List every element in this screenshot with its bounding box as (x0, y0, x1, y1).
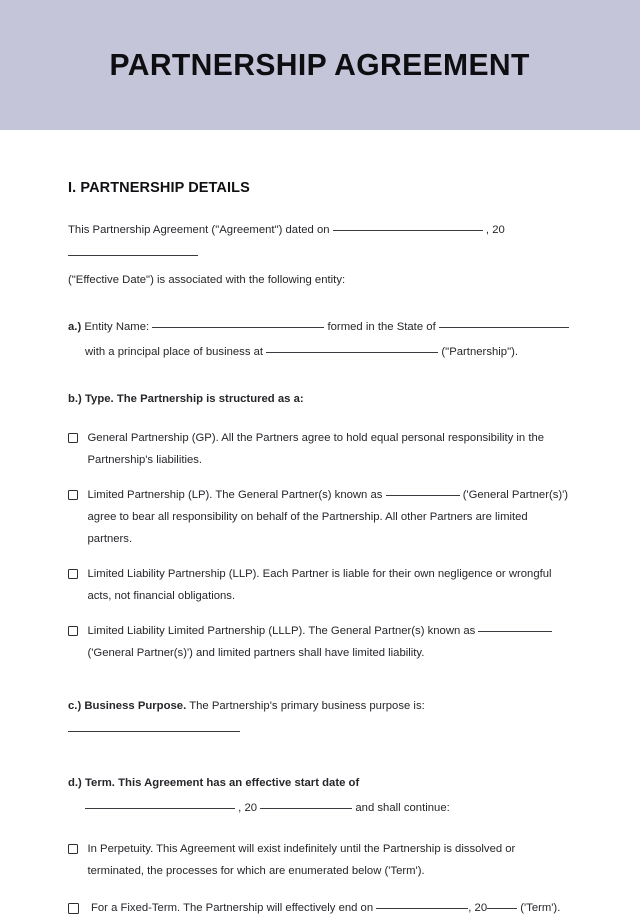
term-text: This Agreement has an effective start date of (118, 777, 360, 789)
principal-place-field[interactable] (266, 342, 438, 353)
fixed-term-text-part-1: For a Fixed-Term. The Partnership will effectively end on (91, 902, 374, 914)
item-d-term (68, 771, 572, 919)
entity-name-line (68, 315, 572, 340)
entity-name-text: Entity Name: (84, 321, 150, 333)
option-label-limited-liability-partnership: Limited Liability Partnership (LLP). Each Partner is liable for their own negligence or wrongful acts, not financial obligations. (87, 568, 552, 602)
term-start-year-field[interactable] (260, 798, 352, 809)
state-field[interactable] (439, 317, 569, 328)
intro-line-2: ("Effective Date") is associated with the following entity: (68, 274, 346, 286)
item-c-label: c.) Business Purpose. (68, 700, 187, 712)
option-row-fixed-term[interactable] (68, 897, 572, 919)
intro-comma-year: , 20 (485, 224, 505, 236)
intro-paragraph (68, 218, 572, 293)
document-title: PARTNERSHIP AGREEMENT (109, 47, 531, 82)
item-a-entity-name (68, 315, 572, 365)
principal-place-text: with a principal place of business at (85, 346, 264, 358)
checkbox-general-partnership[interactable] (68, 433, 78, 443)
effective-date-field[interactable] (333, 220, 483, 231)
business-purpose-text: The Partnership's primary business purpose is: (189, 700, 425, 712)
section-heading-partnership-details: I. PARTNERSHIP DETAILS (68, 180, 250, 196)
item-b-lead-line (68, 387, 572, 412)
document-body (0, 180, 640, 919)
business-purpose-field[interactable] (68, 721, 240, 732)
term-line-1 (68, 771, 572, 796)
item-b-lead-text: The Partnership is structured as a: (116, 393, 304, 405)
item-a-label: a.) (68, 321, 82, 333)
term-start-date-field[interactable] (85, 798, 235, 809)
document-header-band (0, 0, 640, 130)
option-label-general-partnership: General Partnership (GP). All the Partners agree to hold equal personal responsibility in the Partnership's liabilities. (87, 432, 545, 466)
formed-in-state-text: formed in the State of (327, 321, 436, 333)
effective-year-field[interactable] (68, 245, 198, 256)
option-row-limited-liability-limited-partnership[interactable] (68, 620, 572, 664)
option-label-in-perpetuity: In Perpetuity. This Agreement will exist indefinitely until the Partnership is dissolved or terminated, the processes for which are enumerated below ('Term'). (87, 843, 516, 877)
business-purpose-line (68, 694, 572, 744)
lllp-text-part-1: Limited Liability Limited Partnership (LLLP). The General Partner(s) known as (87, 625, 476, 637)
fixed-term-comma-year: , 20 (468, 902, 488, 914)
option-row-limited-partnership[interactable] (68, 484, 572, 550)
fixed-term-end-year-field[interactable] (487, 898, 517, 909)
entity-name-field[interactable] (152, 317, 324, 328)
checkbox-limited-liability-limited-partnership[interactable] (68, 626, 78, 636)
option-label-limited-partnership (88, 484, 573, 550)
fixed-term-end-date-field[interactable] (376, 898, 468, 909)
term-tail-text: and shall continue: (355, 802, 450, 814)
intro-line-1 (68, 218, 572, 268)
lllp-text-part-2: ('General Partner(s)') and limited partners shall have limited liability. (87, 647, 425, 659)
term-comma-year: , 20 (238, 802, 258, 814)
fixed-term-text-part-3: ('Term'). (520, 902, 561, 914)
checkbox-limited-partnership[interactable] (68, 490, 78, 500)
checkbox-limited-liability-partnership[interactable] (68, 569, 78, 579)
item-c-business-purpose (68, 694, 572, 744)
option-row-general-partnership[interactable] (68, 427, 572, 471)
lp-text-part-1: Limited Partnership (LP). The General Partner(s) known as (87, 489, 383, 501)
partnership-suffix-text: ("Partnership"). (441, 346, 519, 358)
term-line-2 (68, 796, 572, 821)
item-d-label: d.) Term. (68, 777, 115, 789)
checkbox-in-perpetuity[interactable] (68, 844, 78, 854)
lllp-general-partner-field[interactable] (478, 621, 552, 632)
lp-general-partner-field[interactable] (386, 485, 460, 496)
option-label-limited-liability-limited-partnership (88, 620, 573, 664)
principal-place-line (68, 340, 572, 365)
option-label-fixed-term (91, 897, 560, 919)
lp-text-part-2: ('General Partner(s)') agree to bear all responsibility on behalf of the Partnership. All other Partners are limited partners. (87, 489, 569, 545)
item-b-label: b.) Type. (68, 393, 114, 405)
option-row-in-perpetuity[interactable] (68, 838, 572, 882)
option-row-limited-liability-partnership[interactable] (68, 563, 572, 607)
intro-text-before-date: This Partnership Agreement ("Agreement") dated on (68, 224, 330, 236)
item-b-type (68, 387, 572, 664)
checkbox-fixed-term[interactable] (68, 903, 79, 914)
